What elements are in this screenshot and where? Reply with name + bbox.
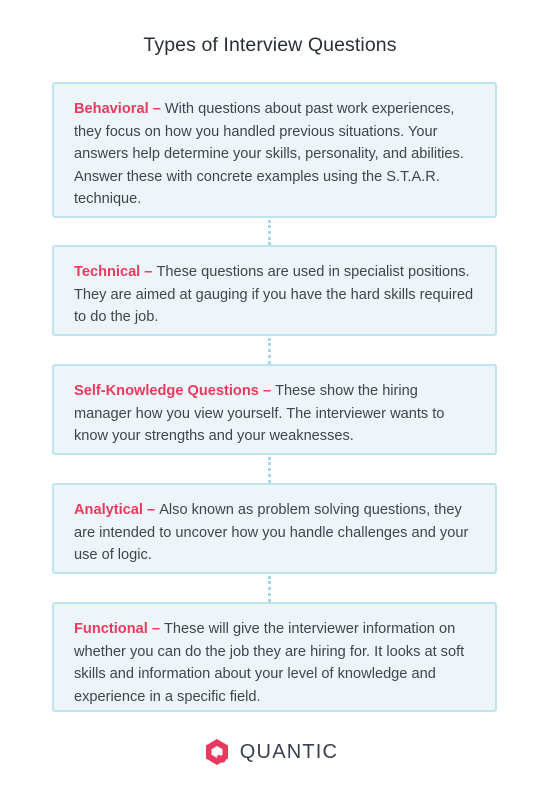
brand-logo	[0, 737, 540, 767]
card-analytical	[52, 483, 497, 574]
card-term: Analytical	[74, 502, 143, 518]
card-separator: –	[144, 264, 157, 280]
card-behavioral	[52, 82, 497, 218]
card-functional	[52, 602, 497, 712]
card-description: These questions are used in specialist positions. They are aimed at gauging if you have the hard skills required to do the job.	[74, 264, 474, 325]
brand-name: QUANTIC	[239, 740, 339, 763]
page-title: Types of Interview Questions	[143, 34, 397, 56]
card-separator: –	[152, 101, 165, 117]
card-term: Technical	[74, 264, 141, 280]
card-description: These show the hiring manager how you view yourself. The interviewer wants to know your strengths and your weaknesses.	[74, 383, 445, 444]
card-term: Functional	[74, 621, 148, 637]
card-self-knowledge	[52, 364, 497, 455]
card-description: Also known as problem solving questions, they are intended to uncover how you handle challenges and your use of logic.	[74, 502, 469, 563]
card-separator: –	[147, 502, 160, 518]
connector-line	[268, 338, 271, 364]
card-description: With questions about past work experiences, they focus on how you handled previous situations. Your answers help determine your skills, personality, and abilities. Answer these with concrete examples using the S.T.A.R. technique.	[74, 101, 464, 207]
connector-line	[268, 457, 271, 483]
connector-line	[268, 220, 271, 245]
card-technical	[52, 245, 497, 336]
card-term: Behavioral	[74, 101, 149, 117]
connector-line	[268, 576, 271, 602]
card-description: These will give the interviewer information on whether you can do the job they are hiring for. It looks at soft skills and information about your level of knowledge and experience in a specific field.	[74, 621, 465, 705]
card-separator: –	[151, 621, 165, 637]
card-separator: –	[262, 383, 276, 399]
card-term: Self-Knowledge Questions	[74, 383, 259, 399]
quantic-logo-icon	[202, 737, 232, 767]
